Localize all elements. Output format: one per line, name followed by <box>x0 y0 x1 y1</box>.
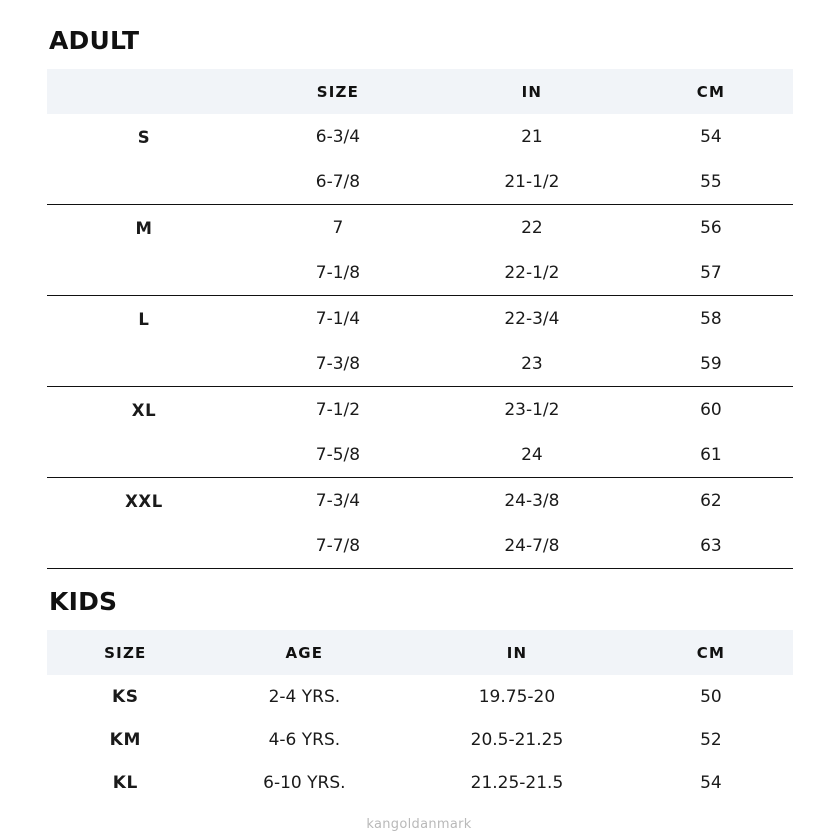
kids-col-age: AGE <box>204 630 405 675</box>
adult-row-in: 22 <box>435 205 629 251</box>
table-row <box>47 432 793 478</box>
adult-row-label <box>47 432 241 478</box>
kids-row-size: KM <box>109 730 141 750</box>
kids-row-in: 19.75-20 <box>478 687 556 707</box>
adult-row-size: 7 <box>241 205 435 251</box>
kids-col-size: SIZE <box>47 630 204 675</box>
adult-row-cm: 63 <box>629 523 793 569</box>
adult-row-cm: 55 <box>700 172 722 192</box>
kids-row-size: KL <box>112 773 138 793</box>
adult-row-size: 7-1/2 <box>241 387 435 433</box>
adult-row-cm: 62 <box>629 478 793 524</box>
kids-row-cm: 52 <box>700 730 722 750</box>
kids-row-age: 6-10 YRS. <box>263 773 346 793</box>
adult-row-cm: 57 <box>700 263 722 283</box>
table-row <box>47 675 793 718</box>
adult-row-size: 6-7/8 <box>315 172 361 192</box>
table-row <box>47 114 793 159</box>
adult-row-cm: 54 <box>700 127 722 147</box>
table-header-row <box>47 69 793 114</box>
kids-col-in: IN <box>405 630 629 675</box>
adult-row-size: 7-3/4 <box>241 478 435 524</box>
kids-table-body <box>47 675 793 804</box>
adult-section-title: ADULT <box>49 26 140 55</box>
table-row <box>47 205 793 251</box>
adult-row-size: 7-5/8 <box>315 445 361 465</box>
adult-row-cm: 56 <box>629 205 793 251</box>
kids-size-table <box>47 630 793 804</box>
adult-row-label: L <box>47 296 241 342</box>
adult-row-label <box>47 341 241 387</box>
kids-row-cm: 54 <box>700 773 722 793</box>
adult-row-size: 7-7/8 <box>241 523 435 569</box>
watermark: kangoldanmark <box>366 817 472 832</box>
adult-row-in: 24-3/8 <box>435 478 629 524</box>
adult-row-in: 21 <box>521 127 543 147</box>
adult-row-cm: 59 <box>700 354 722 374</box>
adult-size-table <box>47 69 793 569</box>
adult-col-empty <box>47 69 241 114</box>
table-row <box>47 478 793 524</box>
adult-row-cm: 58 <box>629 296 793 342</box>
adult-row-in: 24-7/8 <box>435 523 629 569</box>
kids-row-size: KS <box>112 687 139 707</box>
adult-row-size: 7-1/4 <box>241 296 435 342</box>
kids-row-age: 2-4 YRS. <box>268 687 341 707</box>
adult-row-size: 6-3/4 <box>315 127 361 147</box>
adult-row-in: 23-1/2 <box>435 387 629 433</box>
adult-row-in: 22-1/2 <box>504 263 560 283</box>
kids-table-wrapper <box>47 630 793 804</box>
table-row <box>47 387 793 433</box>
adult-row-in: 23 <box>521 354 543 374</box>
table-row <box>47 159 793 205</box>
table-row <box>47 761 793 804</box>
adult-col-cm: CM <box>629 69 793 114</box>
table-row <box>47 250 793 296</box>
kids-col-cm: CM <box>629 630 793 675</box>
adult-row-label <box>47 523 241 569</box>
adult-row-label: S <box>137 127 151 147</box>
adult-col-size: SIZE <box>241 69 435 114</box>
table-row <box>47 296 793 342</box>
adult-col-in: IN <box>435 69 629 114</box>
kids-row-age: 4-6 YRS. <box>268 730 341 750</box>
adult-table-body <box>47 114 793 569</box>
kids-table-header <box>47 630 793 675</box>
adult-row-label <box>47 250 241 296</box>
adult-row-in: 24 <box>521 445 543 465</box>
adult-row-size: 7-1/8 <box>315 263 361 283</box>
kids-section-title: KIDS <box>49 587 118 616</box>
adult-row-cm: 60 <box>629 387 793 433</box>
adult-row-label: XL <box>47 387 241 433</box>
table-row <box>47 718 793 761</box>
adult-row-label: M <box>47 205 241 251</box>
adult-row-label: XXL <box>47 478 241 524</box>
adult-table-header <box>47 69 793 114</box>
kids-row-in: 20.5-21.25 <box>470 730 564 750</box>
table-header-row <box>47 630 793 675</box>
table-row <box>47 341 793 387</box>
table-row <box>47 523 793 569</box>
kids-row-in: 21.25-21.5 <box>470 773 564 793</box>
adult-row-size: 7-3/8 <box>315 354 361 374</box>
adult-row-label <box>47 159 241 205</box>
adult-row-in: 22-3/4 <box>435 296 629 342</box>
adult-row-cm: 61 <box>700 445 722 465</box>
adult-row-in: 21-1/2 <box>504 172 560 192</box>
kids-row-cm: 50 <box>700 687 722 707</box>
